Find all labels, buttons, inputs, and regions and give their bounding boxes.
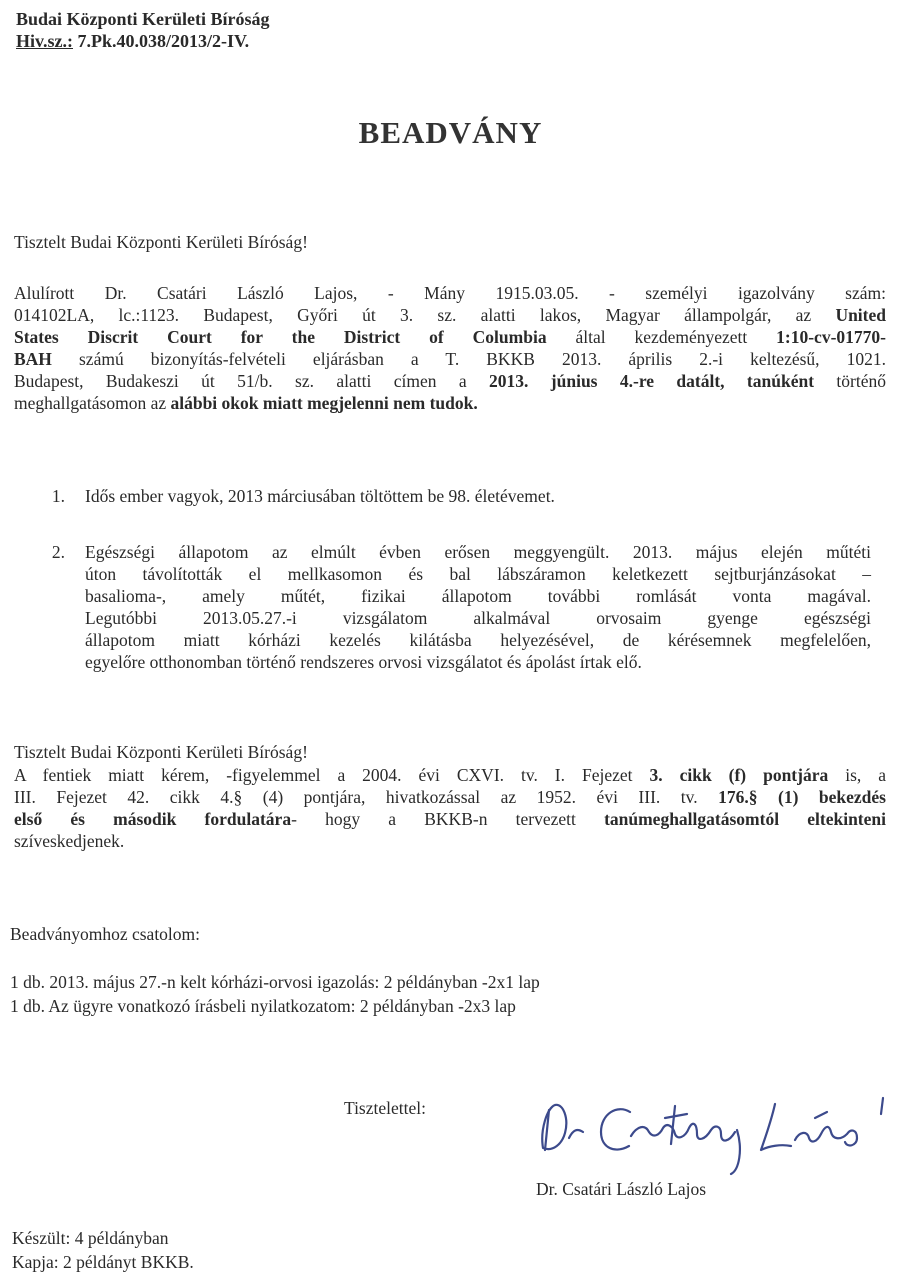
line-text: Alulírott Dr. Csatári László Lajos, - Mány 1915.03.05. - személyi igazolvány szám: (14, 283, 886, 303)
closing-phrase: Tisztelettel: (344, 1098, 426, 1118)
list-number: 2. (51, 542, 65, 562)
signatory-name: Dr. Csatári László Lajos (536, 1179, 707, 1199)
bold-text: 3. cikk (f) pontjára (649, 765, 829, 785)
line-text: 014102LA, lc.:1123. Budapest, Győri út 3. sz. alatti lakos, Magyar állampolgár, az (14, 305, 836, 325)
line-text: történő (814, 371, 886, 391)
paragraph-line: basalioma-, amely műtét, fizikai állapotom további romlását vonta magával. (85, 586, 871, 606)
paragraph-line: egyelőre otthonomban történő rendszeres orvosi vizsgálatot és ápolást írtak elő. (85, 652, 642, 672)
bold-text: BAH (14, 349, 52, 369)
line-text: szíveskedjenek. (14, 831, 125, 851)
paragraph-line (14, 326, 886, 348)
recipients-note: Kapja: 2 példányt BKKB. (12, 1252, 194, 1272)
line-text: Budapest, Budakeszi út 51/b. sz. alatti címen a (14, 371, 490, 391)
salutation-second: Tisztelt Budai Központi Kerületi Bíróság! (14, 742, 308, 762)
line-text: által kezdeményezett (546, 327, 777, 347)
attachment-item: 1 db. 2013. május 27.-n kelt kórházi-orvosi igazolás: 2 példányban -2x1 lap (10, 972, 540, 992)
line-text: - hogy a BKKB-n tervezett (291, 809, 605, 829)
paragraph-line (14, 348, 886, 370)
request-paragraph (14, 764, 886, 852)
paragraph-line (14, 764, 886, 786)
attachments-heading: Beadványomhoz csatolom: (10, 924, 201, 944)
bold-text: States Discrit Court for the District of Columbia (14, 327, 547, 347)
paragraph-line: Egészségi állapotom az elmúlt évben erősen meggyengült. 2013. május elején műtéti (85, 542, 871, 562)
paragraph-line (14, 786, 886, 808)
line-text: A fentiek miatt kérem, -figyelemmel a 2004. évi CXVI. tv. I. Fejezet (14, 765, 650, 785)
attachment-item: 1 db. Az ügyre vonatkozó írásbeli nyilatkozatom: 2 példányban -2x3 lap (10, 996, 516, 1016)
court-header (16, 8, 270, 52)
paragraph-line: Idős ember vagyok, 2013 márciusában töltöttem be 98. életévemet. (85, 486, 555, 506)
bold-text: United (835, 305, 886, 325)
line-text: meghallgatásomon az (14, 393, 171, 413)
paragraph-line (14, 392, 886, 414)
bold-text: alábbi okok miatt megjelenni nem tudok. (170, 393, 478, 413)
paragraph-line: úton távolították el mellkasomon és bal lábszáramon keletkezett sejtburjánzásokat – (85, 564, 871, 584)
bold-text: tanúmeghallgatásomtól eltekinteni (604, 809, 886, 829)
document-title: BEADVÁNY (358, 115, 543, 150)
paragraph-line (14, 808, 886, 830)
copies-note: Készült: 4 példányban (12, 1228, 169, 1248)
line-text: is, a (828, 765, 886, 785)
handwritten-signature (525, 1078, 895, 1178)
line-text: számú bizonyítás-felvételi eljárásban a T. BKKB 2013. április 2.-i keltezésű, 1021. (51, 349, 886, 369)
line-text: III. Fejezet 42. cikk 4.§ (4) pontjára, hivatkozással az 1952. évi III. tv. (14, 787, 719, 807)
paragraph-line (14, 304, 886, 326)
reference-value: 7.Pk.40.038/2013/2-IV. (73, 31, 250, 51)
court-name: Budai Központi Kerületi Bíróság (16, 9, 270, 29)
list-item-text (85, 485, 871, 507)
paragraph-line (14, 370, 886, 392)
reference-number (16, 30, 270, 52)
introduction-paragraph (14, 282, 886, 414)
bold-text: első és második fordulatára (14, 809, 292, 829)
bold-text: 1:10-cv-01770- (776, 327, 886, 347)
list-number: 1. (51, 486, 65, 506)
paragraph-line: állapotom miatt kórházi kezelés kilátásba helyezésével, de kérésemnek megfelelően, (85, 630, 871, 650)
bold-text: 176.§ (1) bekezdés (718, 787, 886, 807)
reference-label: Hiv.sz.: (16, 31, 73, 51)
paragraph-line (14, 282, 886, 304)
salutation-first: Tisztelt Budai Központi Kerületi Bíróság! (14, 232, 308, 252)
list-item-text (85, 541, 871, 673)
bold-text: 2013. június 4.-re datált, tanúként (489, 371, 815, 391)
paragraph-line: Legutóbbi 2013.05.27.-i vizsgálatom alkalmával orvosaim gyenge egészségi (85, 608, 871, 628)
paragraph-line (14, 830, 886, 852)
